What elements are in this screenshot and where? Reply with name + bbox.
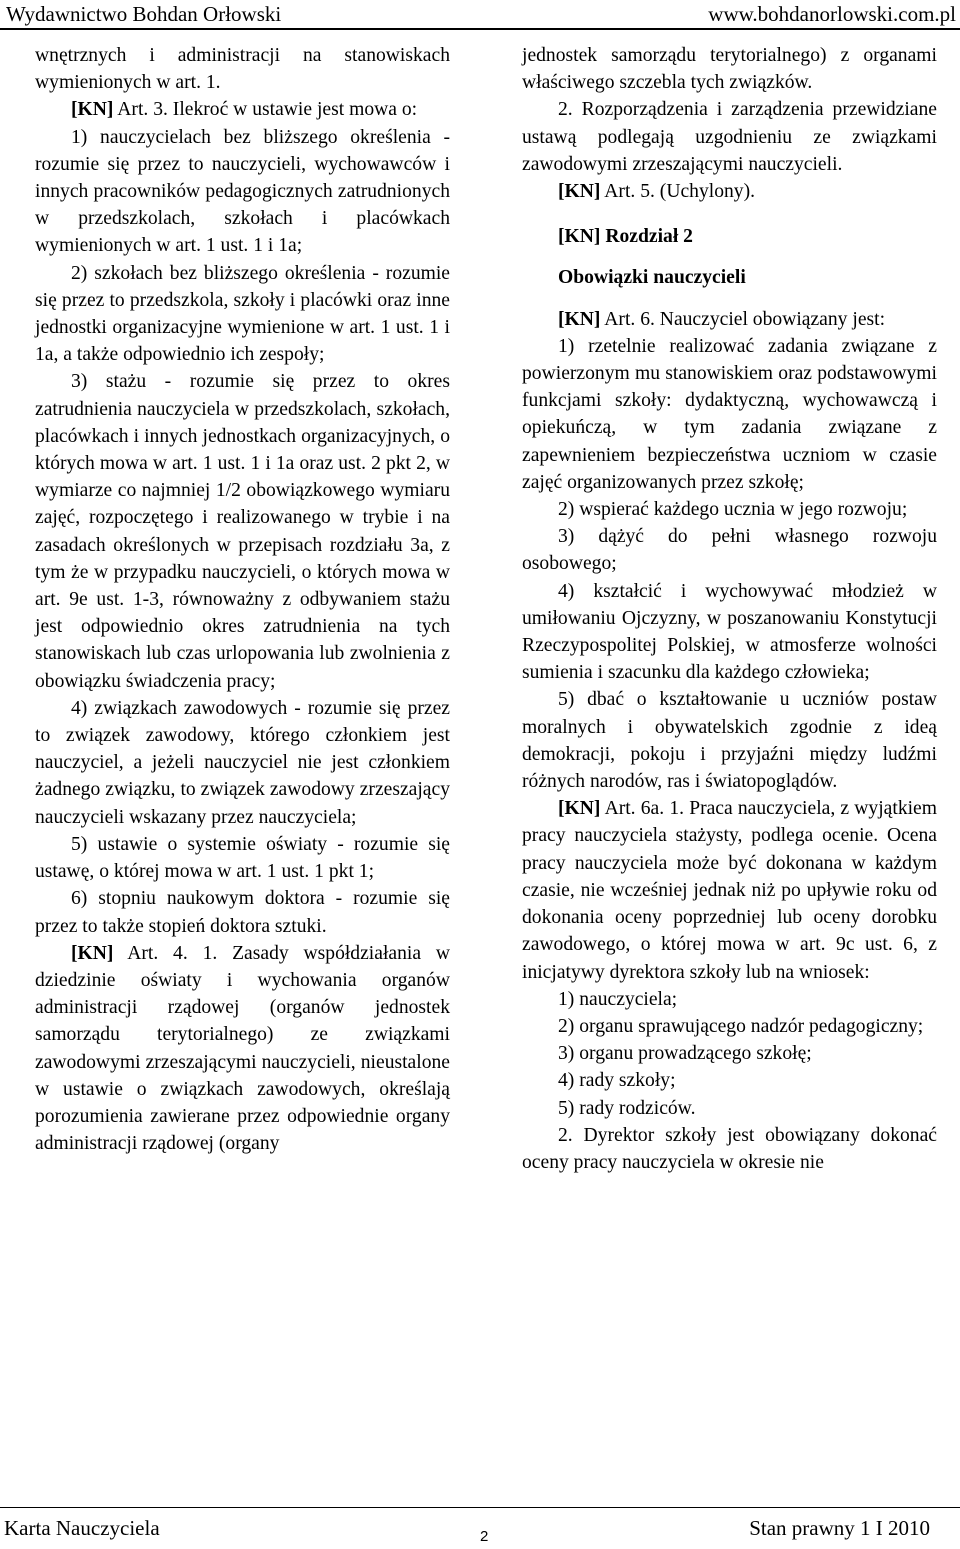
list-item: 2) organu sprawującego nadzór pedagogiczny; xyxy=(558,1015,924,1037)
kn-tag: [KN] xyxy=(71,942,114,964)
article-6 xyxy=(522,306,937,333)
paragraph: 2. Rozporządzenia i zarządzenia przewidziane ustawą podlegają uzgodnieniu ze związkami zawodowymi zrzeszającymi nauczycieli. xyxy=(522,99,937,175)
kn-tag: [KN] xyxy=(558,798,601,820)
legal-status: Stan prawny 1 I 2010 xyxy=(749,1516,930,1540)
page-number: 2 xyxy=(480,1528,489,1545)
kn-tag: [KN] xyxy=(71,99,114,121)
duty-item: 3) dążyć do pełni własnego rozwoju osobowego; xyxy=(522,526,937,575)
publisher-name: Wydawnictwo Bohdan Orłowski xyxy=(6,2,282,26)
left-column xyxy=(35,42,450,1157)
header-rule xyxy=(0,28,960,30)
article-text: Art. 6a. 1. Praca nauczyciela, z wyjątkiem pracy nauczyciela stażysty, podlega ocenie. Ocena pracy nauczyciela może być dokonana w każdym czasie, nie wcześniej jednak niż po upływie roku od dokonania oceny poprzedniej lub oceny dorobku zawodowego, o której mowa w art. 9c ust. 6, z inicjatywy dyrektora szkoły lub na wniosek: xyxy=(522,798,937,983)
definition-item: 3) stażu - rozumie się przez to okres zatrudnienia nauczyciela w przedszkolach, szkołach, placówkach i innych jednostkach organizacyjnych, o których mowa w art. 1 ust. 1 i 1a oraz ust. 2 pkt 2, w wymiarze co najmniej 1/2 obowiązkowego wymiaru zajęć, rozpoczętego i realizowanego w trybie i na zasadach określonych w przepisach rozdziału 3a, z tym że w przypadku nauczycieli, o których mowa w art. 9e ust. 1-3, równoważny z odbywaniem stażu jest odpowiednio okres zatrudnienia na tych stanowiskach lub czas urlopowania lub zwolnienia z obowiązku świadczenia pracy; xyxy=(35,371,450,692)
list-item: 5) rady rodziców. xyxy=(558,1097,696,1119)
footer-rule xyxy=(0,1507,960,1508)
article-6a xyxy=(522,795,937,985)
article-text: Art. 3. Ilekroć w ustawie jest mowa o: xyxy=(117,99,418,121)
duty-item: 4) kształcić i wychowywać młodzież w umiłowaniu Ojczyzny, w poszanowaniu Konstytucji Rzeczypospolitej Polskiej, w atmosferze wolności sumienia i szacunku dla każdego człowieka; xyxy=(522,580,937,684)
duty-item: 1) rzetelnie realizować zadania związane z powierzonym mu stanowiskiem oraz podstawowymi funkcjami szkoły: dydaktyczną, wychowawczą i opiekuńczą, w tym zadania związane z zapewnieniem bezpieczeństwa uczniom w czasie zajęć organizowanych przez szkołę; xyxy=(522,335,937,493)
article-text: Art. 6. Nauczyciel obowiązany jest: xyxy=(604,308,886,330)
article-text: Art. 4. 1. Zasady współdziałania w dziedzinie oświaty i wychowania organów administracji rządowej (organów jednostek samorządu terytorialnego) ze związkami zawodowymi zrzeszającymi nauczycieli, nieustalone w ustawie o związkach zawodowych, określają porozumienia zawierane przez odpowiednie organy administracji rządowej (organy xyxy=(35,942,450,1155)
list-item: 3) organu prowadzącego szkołę; xyxy=(558,1043,812,1065)
paragraph: wnętrznych i administracji na stanowiskach wymienionych w art. 1. xyxy=(35,45,450,94)
document-title: Karta Nauczyciela xyxy=(4,1516,160,1540)
article-5 xyxy=(522,178,937,205)
kn-tag: [KN] xyxy=(558,308,601,330)
paragraph: 2. Dyrektor szkoły jest obowiązany dokonać oceny pracy nauczyciela w okresie nie xyxy=(522,1124,937,1173)
publisher-website: www.bohdanorlowski.com.pl xyxy=(708,2,956,26)
definition-item: 6) stopniu naukowym doktora - rozumie się przez to także stopień doktora sztuki. xyxy=(35,888,450,937)
article-3 xyxy=(35,96,450,123)
chapter-title: Obowiązki nauczycieli xyxy=(558,267,746,289)
kn-tag: [KN] xyxy=(558,181,601,203)
definition-item: 5) ustawie o systemie oświaty - rozumie się ustawę, o której mowa w art. 1 ust. 1 pkt 1; xyxy=(35,833,450,883)
duty-item: 2) wspierać każdego ucznia w jego rozwoju; xyxy=(558,499,908,521)
page-footer xyxy=(0,1510,960,1549)
paragraph: jednostek samorządu terytorialnego) z organami właściwego szczebla tych związków. xyxy=(522,45,937,94)
definition-item: 2) szkołach bez bliższego określenia - rozumie się przez to przedszkola, szkoły i placówki oraz inne jednostki organizacyjne wymienione w art. 1 ust. 1 i 1a, a także odpowiednio ich zespoły; xyxy=(35,262,450,366)
chapter-number: [KN] Rozdział 2 xyxy=(558,226,693,248)
definition-item: 1) nauczycielach bez bliższego określenia - rozumie się przez to nauczycieli, wychowawców i innych pracowników pedagogicznych zatrudnionych w przedszkolach, szkołach i placówkach wymienionych w art. 1 ust. 1 i 1a; xyxy=(35,126,450,257)
list-item: 1) nauczyciela; xyxy=(558,988,678,1010)
definition-item: 4) związkach zawodowych - rozumie się przez to związek zawodowy, którego członkiem jest nauczyciel, a jeżeli nauczyciel nie jest członkiem żadnego związku, to związek zawodowy zrzeszający nauczycieli wskazany przez nauczyciela; xyxy=(35,697,450,828)
article-4 xyxy=(35,940,450,1158)
list-item: 4) rady szkoły; xyxy=(558,1070,676,1092)
right-column xyxy=(522,42,937,1176)
article-text: Art. 5. (Uchylony). xyxy=(604,181,756,203)
page-header xyxy=(0,0,960,30)
duty-item: 5) dbać o kształtowanie u uczniów postaw moralnych i obywatelskich zgodnie z ideą demokracji, pokoju i przyjaźni między ludźmi różnych narodów, ras i światopoglądów. xyxy=(522,689,937,793)
